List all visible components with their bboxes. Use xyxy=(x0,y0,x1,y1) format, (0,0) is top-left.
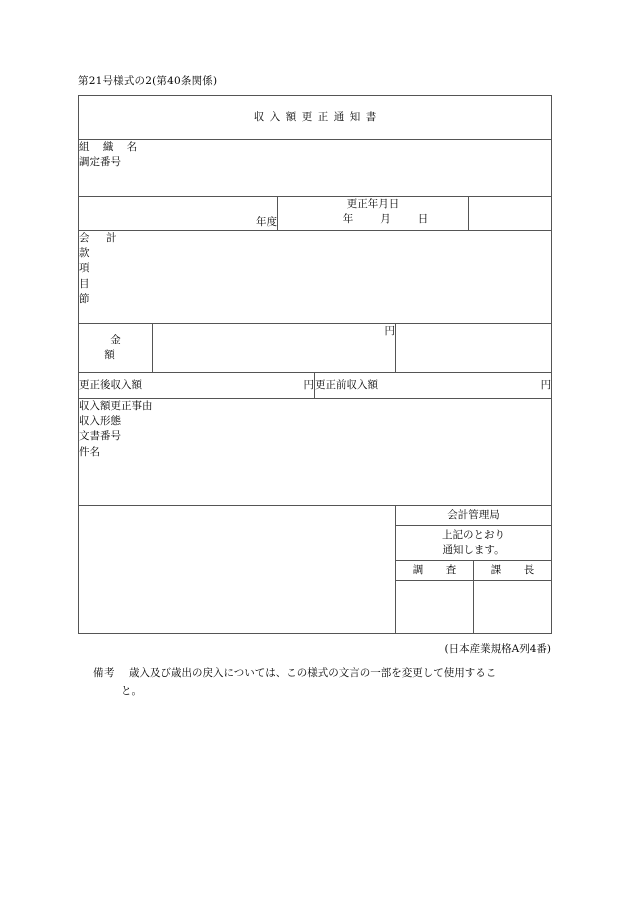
after-correction-unit: 円 xyxy=(303,378,314,391)
stamp-table xyxy=(396,506,551,633)
reason-item-subject: 件名 xyxy=(79,445,100,458)
accounting-classification-cell[interactable] xyxy=(79,231,552,324)
notice-text xyxy=(396,526,551,561)
accounting-bureau-label: 会計管理局 xyxy=(396,506,551,526)
notice-line-2: 通知します。 xyxy=(442,544,505,556)
before-correction-label: 更正前収入額 xyxy=(315,378,378,391)
approval-blank-area[interactable] xyxy=(79,506,396,634)
reason-row xyxy=(79,399,552,506)
approval-row xyxy=(79,506,552,634)
accounting-item-kaikei: 会 計 xyxy=(79,232,120,244)
correction-date-units xyxy=(278,212,468,227)
notification-form-table xyxy=(78,95,552,634)
title-row xyxy=(79,96,552,140)
day-unit: 日 xyxy=(417,213,430,226)
month-unit: 月 xyxy=(380,213,392,226)
signature-box-inspection[interactable] xyxy=(396,581,474,634)
remark-block xyxy=(93,664,555,701)
paper-size-note: (日本産業規格A列4番) xyxy=(444,643,551,655)
role-inspection-label: 調 査 xyxy=(396,561,474,581)
after-correction-field[interactable] xyxy=(79,373,315,399)
approval-stamp-block xyxy=(396,506,552,634)
assessment-number-label: 調定番号 xyxy=(79,156,121,169)
comparison-row xyxy=(79,373,552,399)
amount-label xyxy=(79,324,156,373)
remark-label: 備考 xyxy=(93,667,115,679)
document-title: 収入額更正通知書 xyxy=(79,96,552,140)
role-section-chief-label: 課 長 xyxy=(474,561,552,581)
stamp-roles-row xyxy=(396,561,551,581)
date-row-extra-cell[interactable] xyxy=(469,197,552,231)
amount-value-field[interactable]: 円 xyxy=(153,324,396,373)
amount-label-text: 金 額 xyxy=(104,333,156,361)
fiscal-year-field[interactable]: 年度 xyxy=(79,197,278,231)
before-correction-field[interactable] xyxy=(315,373,552,399)
remark-text: 歳入及び歳出の戻入については、この様式の文言の一部を変更して使用するこ xyxy=(129,667,497,679)
reason-item-revenue-type: 収入形態 xyxy=(79,415,121,428)
accounting-item-moku: 目 xyxy=(79,277,90,290)
reason-item-correction-reason: 収入額更正事由 xyxy=(79,400,153,412)
accounting-item-setsu: 節 xyxy=(79,292,90,305)
remark-continuation: と。 xyxy=(121,685,142,698)
stamp-notice-row xyxy=(396,526,551,561)
correction-date-label: 更正年月日 xyxy=(346,198,400,210)
organization-name-label: 組 織 名 xyxy=(79,141,143,153)
accounting-item-kan: 款 xyxy=(79,247,90,260)
accounting-classification-row xyxy=(79,231,552,324)
date-row xyxy=(79,197,552,231)
amount-row xyxy=(79,324,552,373)
year-unit: 年 xyxy=(342,213,355,226)
notice-line-1: 上記のとおり xyxy=(442,529,506,542)
before-correction-unit: 円 xyxy=(540,378,552,391)
stamp-office-row xyxy=(396,506,551,526)
organization-cell[interactable] xyxy=(79,140,552,197)
correction-date-field[interactable] xyxy=(278,197,469,231)
reason-cell[interactable] xyxy=(79,399,552,506)
accounting-item-ko: 項 xyxy=(79,262,90,275)
amount-extra-cell[interactable] xyxy=(396,324,552,373)
reason-item-document-number: 文書番号 xyxy=(79,430,121,443)
stamp-signature-row xyxy=(396,581,551,634)
form-number-heading: 第21号様式の2(第40条関係) xyxy=(78,75,218,87)
signature-box-section-chief[interactable] xyxy=(474,581,552,634)
organization-row xyxy=(79,140,552,197)
after-correction-label: 更正後収入額 xyxy=(79,378,142,391)
